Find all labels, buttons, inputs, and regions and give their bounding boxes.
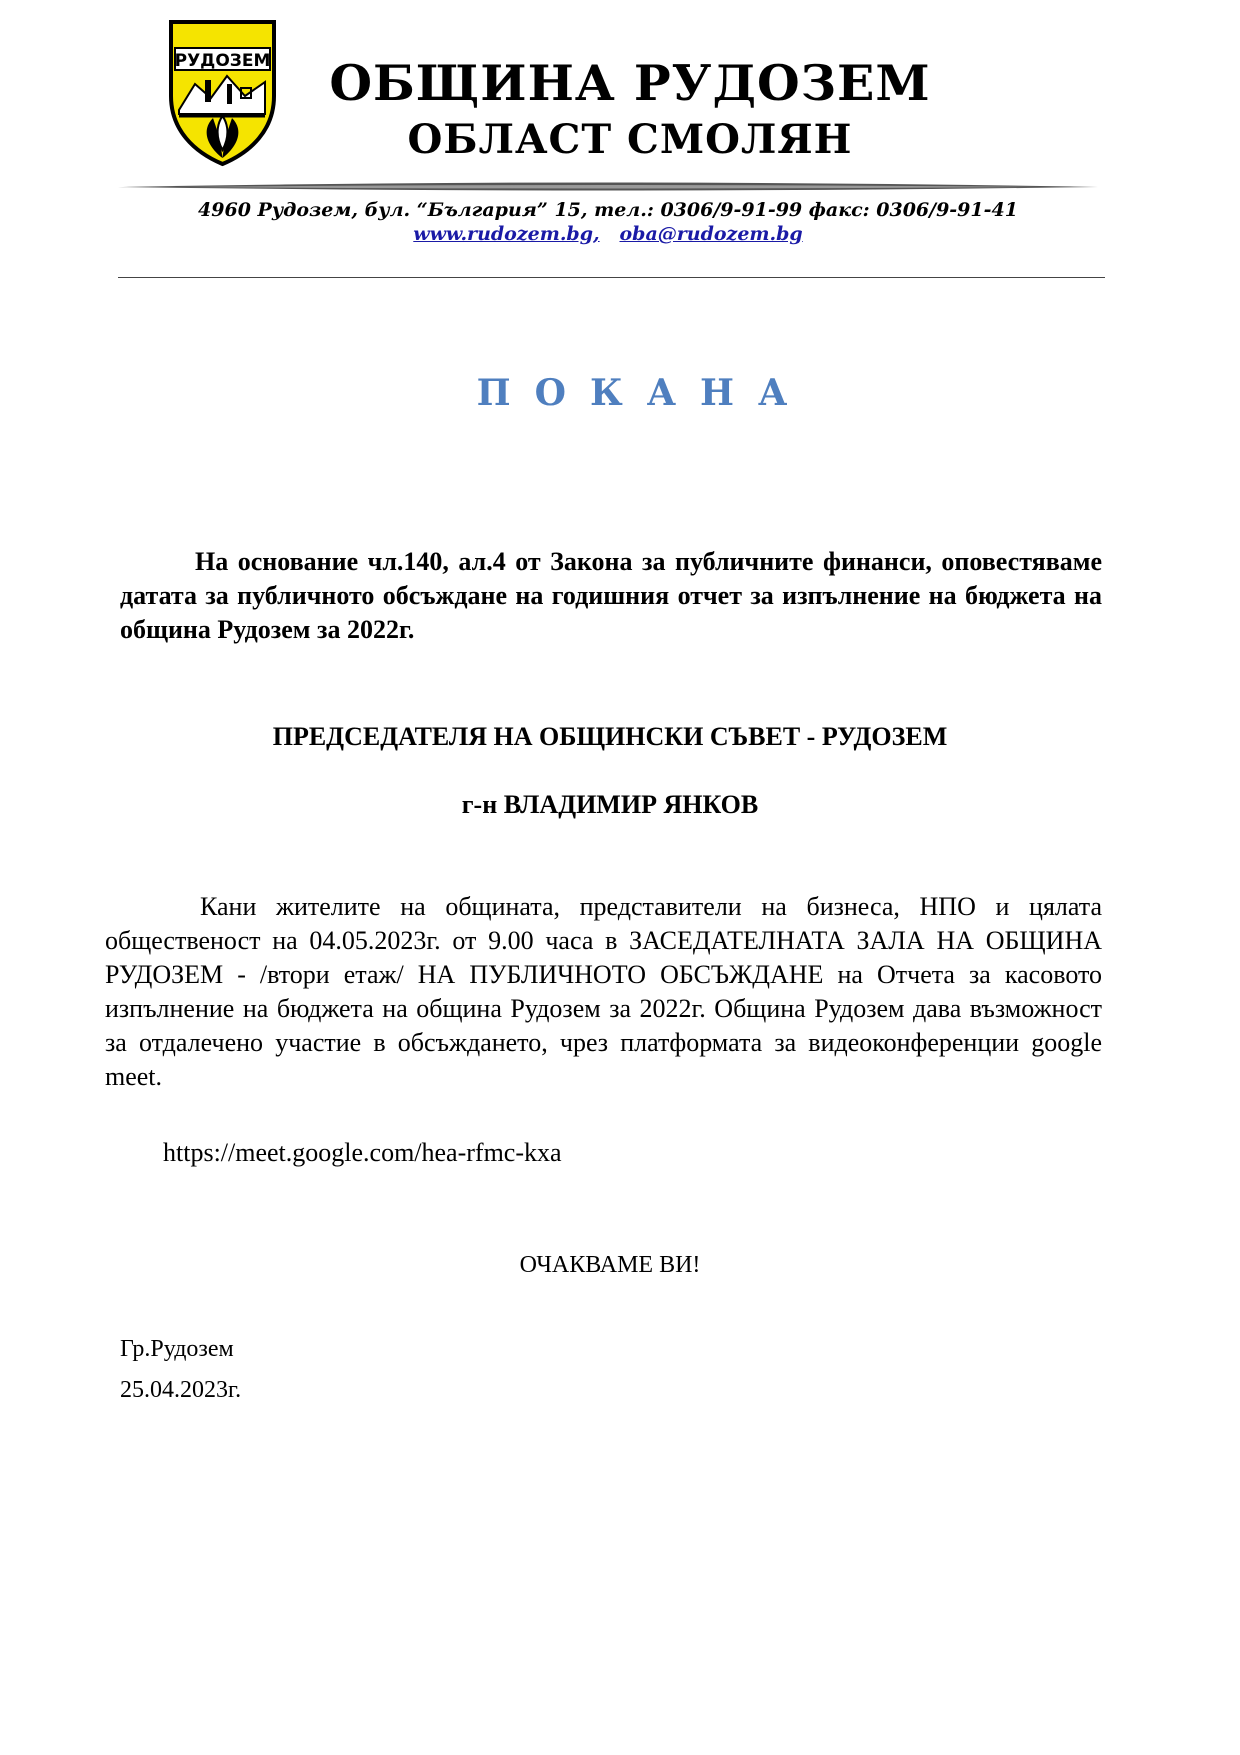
- document-title: ПОКАНА: [476, 372, 812, 414]
- closing-text: ОЧАКВАМЕ ВИ!: [519, 1252, 701, 1278]
- place-text: Гр.Рудозем: [120, 1336, 234, 1362]
- date-text: 25.04.2023г.: [120, 1377, 242, 1403]
- chairman-title: ПРЕДСЕДАТЕЛЯ НА ОБЩИНСКИ СЪВЕТ - РУДОЗЕМ: [272, 722, 948, 751]
- chairman-name: г-н ВЛАДИМИР ЯНКОВ: [461, 790, 759, 819]
- municipality-crest-icon: [165, 18, 280, 168]
- crest-text: РУДОЗЕМ: [174, 51, 271, 71]
- contact-links: [118, 223, 1098, 245]
- invitation-paragraph: Кани жителите на общината, представители на бизнеса, НПО и цялата общественост на 04.05.2023г. от 9.00 часа в ЗАСЕДАТЕЛНАТА ЗАЛА НА ОБЩИНА РУДОЗЕМ - /втори етаж/ НА ПУБЛИЧНОТО ОБСЪЖДАНЕ на Отчета за касовото изпълнение на бюджета на община Рудозем за 2022г. Община Рудозем дава възможност за отдалечено участие в обсъждането, чрез платформата за видеоконференции google meet.: [105, 892, 1102, 1091]
- meet-link[interactable]: https://meet.google.com/hea-rfmc-kxa: [163, 1138, 562, 1167]
- contact-address: 4960 Рудозем, бул. “България” 15, тел.: 0306/9-91-99 факс: 0306/9-91-41: [198, 199, 1018, 221]
- email-link[interactable]: oba@rudozem.bg: [619, 223, 803, 245]
- intro-paragraph: На основание чл.140, ал.4 от Закона за публичните финанси, оповестяваме датата за публичното обсъждане на годишния отчет за изпълнение на бюджета на община Рудозем за 2022г.: [120, 547, 1102, 644]
- header-divider: [118, 180, 1098, 194]
- region-name: ОБЛАСТ СМОЛЯН: [407, 116, 853, 163]
- website-link[interactable]: www.rudozem.bg,: [413, 223, 600, 245]
- municipality-name: ОБЩИНА РУДОЗЕМ: [329, 54, 931, 112]
- header-thin-divider: [118, 277, 1105, 278]
